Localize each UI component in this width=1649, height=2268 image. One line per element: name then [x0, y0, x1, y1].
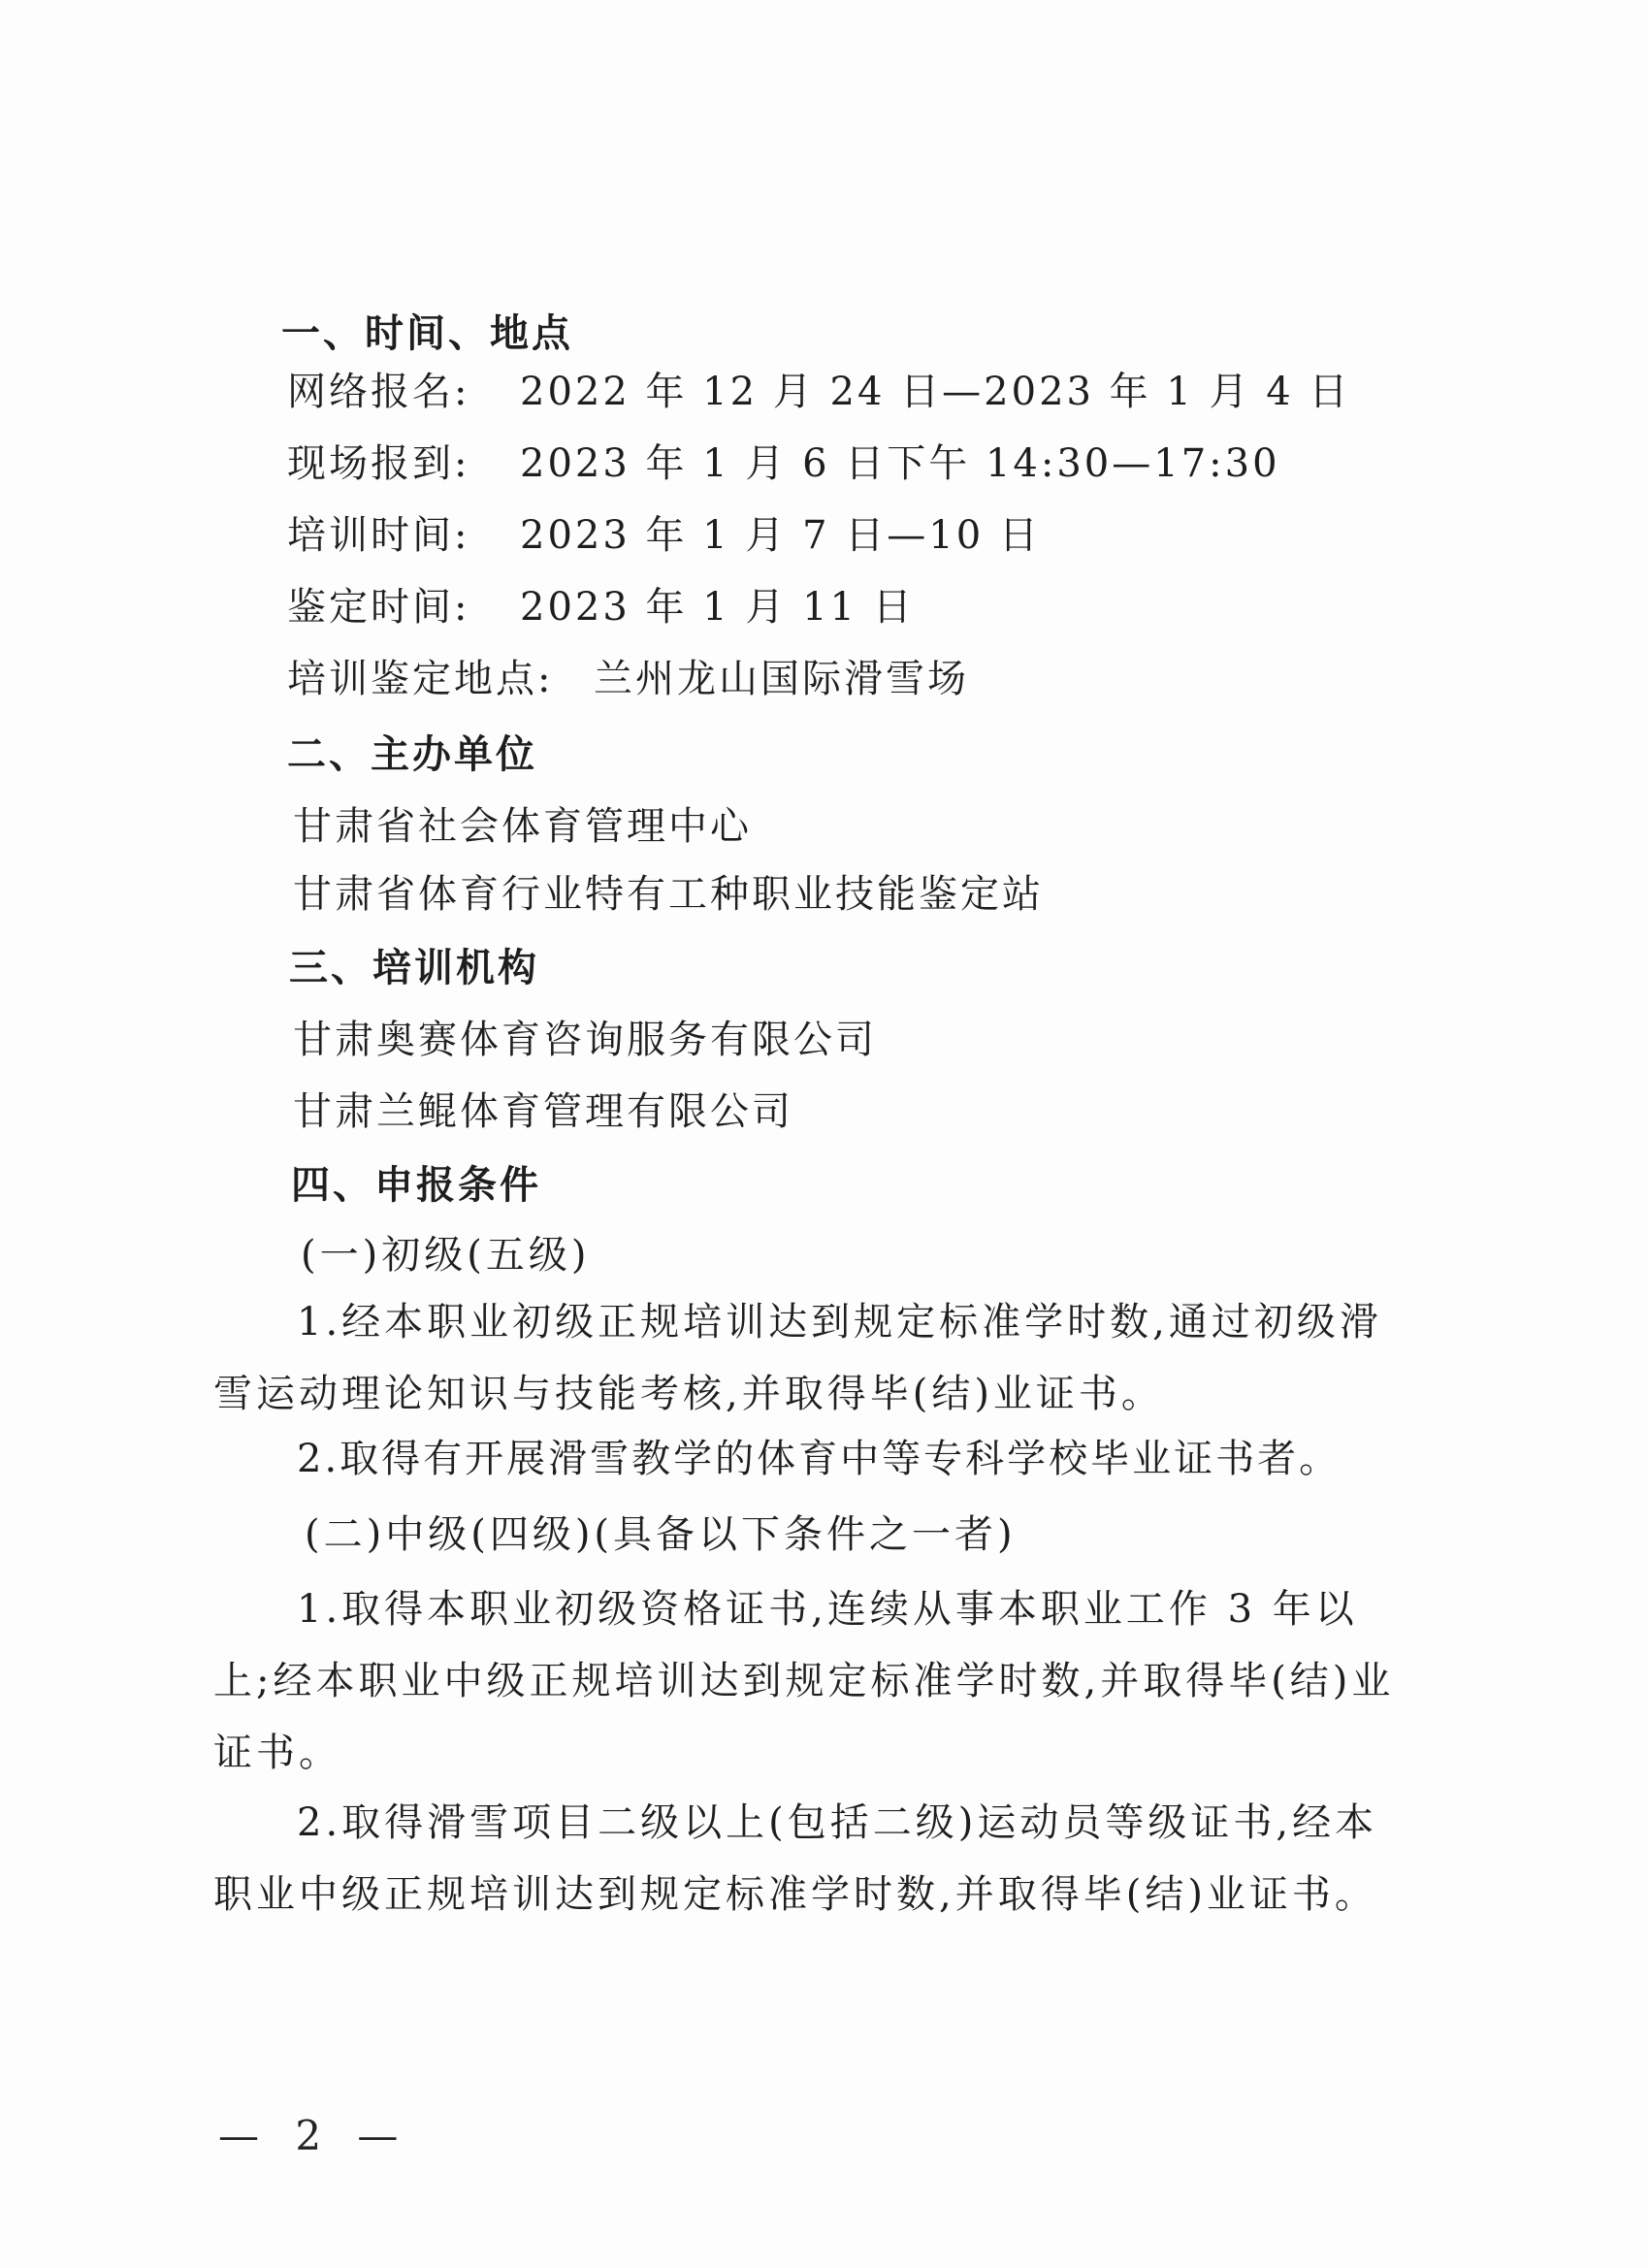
institution-item: 甘肃兰鲲体育管理有限公司 [293, 1089, 793, 1134]
section-heading-training-institution: 三、培训机构 [289, 946, 539, 990]
page-number: — 2 — [218, 2112, 410, 2159]
row-onsite-checkin [287, 438, 1280, 489]
row-training-time [287, 510, 1041, 561]
institution-item: 甘肃奥赛体育咨询服务有限公司 [293, 1018, 877, 1062]
row-label: 培训时间: [287, 513, 470, 558]
section-heading-time-place: 一、时间、地点 [281, 311, 573, 356]
section-heading-requirements: 四、申报条件 [291, 1163, 541, 1208]
row-value: 2023 年 1 月 6 日下午 14:30—17:30 [520, 441, 1280, 486]
row-label: 现场报到: [287, 441, 470, 486]
section-heading-organizer: 二、主办单位 [287, 732, 537, 777]
organizer-item: 甘肃省体育行业特有工种职业技能鉴定站 [293, 872, 1044, 917]
row-appraisal-time [287, 582, 915, 632]
subheading-intermediate-level: (二)中级(四级)(具备以下条件之一者) [305, 1512, 1017, 1557]
row-training-location [287, 654, 969, 704]
row-label: 培训鉴定地点: [287, 657, 554, 701]
paragraph-intermediate-1: 1.取得本职业初级资格证书,连续从事本职业工作 3 年以上;经本职业中级正规培训达到规定标准学时数,并取得毕(结)业证书。 [213, 1587, 1395, 1775]
paragraph-intermediate-2: 2.取得滑雪项目二级以上(包括二级)运动员等级证书,经本职业中级正规培训达到规定标准学时数,并取得毕(结)业证书。 [213, 1800, 1378, 1917]
row-value: 2022 年 12 月 24 日—2023 年 1 月 4 日 [520, 370, 1351, 414]
organizer-item: 甘肃省社会体育管理中心 [293, 804, 752, 849]
row-label: 鉴定时间: [287, 585, 470, 630]
row-online-registration [287, 367, 1350, 417]
row-value: 2023 年 1 月 11 日 [520, 585, 915, 630]
subheading-primary-level: (一)初级(五级) [301, 1233, 591, 1278]
paragraph-primary-2: 2.取得有开展滑雪教学的体育中等专科学校毕业证书者。 [297, 1437, 1342, 1481]
row-label: 网络报名: [287, 370, 470, 414]
row-value: 兰州龙山国际滑雪场 [594, 657, 969, 701]
row-value: 2023 年 1 月 7 日—10 日 [520, 513, 1041, 558]
paragraph-primary-1: 1.经本职业初级正规培训达到规定标准学时数,通过初级滑雪运动理论知识与技能考核,并取得毕(结)业证书。 [213, 1300, 1382, 1416]
